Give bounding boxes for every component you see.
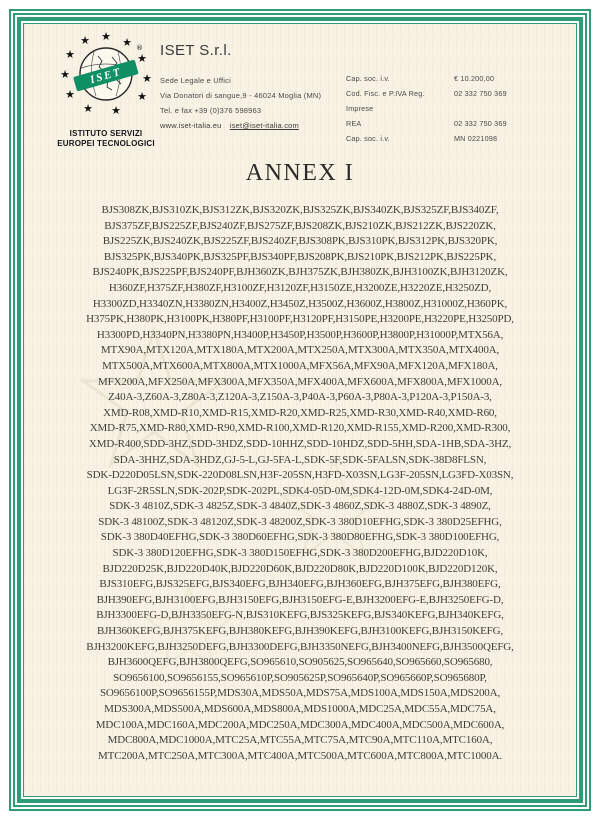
company-website-link[interactable]: www.iset-italia.eu [160, 121, 222, 130]
code-line: BJS240PK,BJS225PF,BJS240PF,BJH360ZK,BJH375ZK,BJH380ZK,BJH3100ZK,BJH3120ZK, [92, 266, 508, 279]
code-line: MTX90A,MTX120A,MTX180A,MTX200A,MTX250A,MTX300A,MTX350A,MTX400A, [100, 344, 500, 357]
svg-text:★: ★ [80, 34, 90, 47]
code-line: BJH390EFG,BJH3100EFG,BJH3150EFG,BJH3150EFG-E,BJH3200EFG-E,BJH3250EFG-D, [96, 593, 504, 606]
code-line: SO9656100,SO9656155,SO965610P,SO905625P,SO965640P,SO965660P,SO965680P, [113, 671, 487, 684]
registry-value: € 10.200,00 [454, 74, 495, 83]
logo-caption-line2: EUROPEI TECNOLOGICI [57, 139, 155, 148]
code-line: BJS375ZF,BJS225ZF,BJS240ZF,BJS275ZF,BJS208ZK,BJS210ZK,BJS212ZK,BJS220ZK, [104, 219, 496, 232]
code-line: XMD-R75,XMD-R80,XMD-R90,XMD-R100,XMD-R120,XMD-R155,XMD-R200,XMD-R300, [89, 422, 511, 435]
registry-value: 02 332 750 369 [454, 119, 507, 128]
code-line: SDK-3 4810Z,SDK-3 4825Z,SDK-3 4840Z,SDK-3 4860Z,SDK-3 4880Z,SDK-3 4890Z, [109, 500, 491, 513]
code-line: MDC100A,MDC160A,MDC200A,MDC250A,MDC300A,MDC400A,MDC500A,MDC600A, [95, 718, 505, 731]
code-line: SDK-3 380D40EFHG,SDK-3 380D60EFHG,SDK-3 380D80EFHG,SDK-3 380D100EFHG, [100, 531, 500, 544]
code-line: XMD-R400,SDD-3HZ,SDD-3HDZ,SDD-10HHZ,SDD-10HDZ,SDD-5HH,SDA-1HB,SDA-3HZ, [88, 437, 512, 450]
code-line: BJS325PK,BJS340PK,BJS325PF,BJS340PF,BJS208PK,BJS210PK,BJS212PK,BJS225PK, [103, 250, 497, 263]
border-frame-outer [9, 9, 591, 811]
code-line: BJS308ZK,BJS310ZK,BJS312ZK,BJS320ZK,BJS325ZK,BJS340ZK,BJS325ZF,BJS340ZF, [101, 204, 499, 216]
code-line: SDK-3 48100Z,SDK-3 48120Z,SDK-3 48200Z,SDK-3 380D10EFHG,SDK-3 380D25EFHG, [98, 515, 502, 528]
code-line: MTC200A,MTC250A,MTC300A,MTC400A,MTC500A,MTC600A,MTC800A,MTC1000A. [98, 749, 502, 762]
registry-row [346, 71, 556, 86]
code-line: BJS310EFG,BJS325EFG,BJS340EFG,BJH340EFG,BJH360EFG,BJH375EFG,BJH380EFG, [99, 578, 501, 591]
code-line: BJS225ZK,BJS240ZK,BJS225ZF,BJS240ZF,BJS308PK,BJS310PK,BJS312PK,BJS320PK, [102, 235, 498, 248]
product-code-list [24, 203, 576, 764]
code-line: SDA-3HHZ,SDA-3HDZ,GJ-5-L,GJ-5FA-L,SDK-5F,SDK-5FALSN,SDK-38D8FLSN, [113, 453, 487, 466]
code-line: BJD220D25K,BJD220D40K,BJD220D60K,BJD220D80K,BJD220D100K,BJD220D120K, [102, 562, 498, 575]
code-line: SO9656100P,SO9656155P,MDS30A,MDS50A,MDS75A,MDS100A,MDS150A,MDS200A, [99, 687, 501, 700]
code-line: LG3F-2R5SLN,SDK-202P,SDK-202PL,SDK4-05D-0M,SDK4-12D-0M,SDK4-24D-0M, [107, 484, 493, 497]
company-address: Via Donatori di sangue,9 - 46024 Moglia (MN) [160, 91, 322, 100]
code-line: MDS300A,MDS500A,MDS600A,MDS800A,MDS1000A,MDC25A,MDC55A,MDC75A, [104, 703, 496, 715]
border-frame-second [13, 13, 587, 807]
registry-row [346, 86, 556, 116]
code-line: H3300ZD,H3340ZN,H3380ZN,H3400Z,H3450Z,H3500Z,H3600Z,H3800Z,H31000Z,H360PK, [92, 297, 508, 310]
company-info-block [160, 42, 321, 133]
svg-text:★: ★ [137, 52, 147, 65]
code-line: SDK-D220D05LSN,SDK-220D08LSN,H3F-205SN,H3FD-X03SN,LG3F-205SN,LG3FD-X03SN, [86, 469, 514, 482]
registry-value: 02 332 750 369 [454, 89, 507, 98]
logo-caption-line1: ISTITUTO SERVIZI [69, 129, 143, 138]
code-line: MFX200A,MFX250A,MFX300A,MFX350A,MFX400A,MFX600A,MFX800A,MFX1000A, [97, 375, 503, 388]
company-email-link[interactable]: iset@iset-italia.com [229, 121, 299, 130]
svg-text:★: ★ [65, 48, 75, 61]
code-line: MDC800A,MDC1000A,MTC25A,MTC55A,MTC75A,MTC90A,MTC110A,MTC160A, [107, 734, 493, 747]
page-title: ANNEX I [245, 160, 355, 186]
code-line: BJH3300EFG-D,BJH3350EFG-N,BJS310KEFG,BJS325KEFG,BJS340KEFG,BJH340KEFG, [96, 609, 504, 622]
svg-text:★: ★ [122, 36, 132, 49]
code-line: H360ZF,H375ZF,H380ZF,H3100ZF,H3120ZF,H3150ZE,H3200ZE,H3220ZE,H3250ZD, [108, 281, 492, 294]
svg-text:★: ★ [137, 90, 147, 103]
registered-mark: ® [136, 44, 143, 52]
registry-label: REA [346, 119, 362, 128]
code-line: H375PK,H380PK,H3100PK,H380PF,H3100PF,H3120PF,H3150PE,H3200PE,H3220PE,H3250PD, [86, 313, 514, 326]
globe-logo-icon [54, 30, 158, 122]
page-background [23, 23, 577, 797]
code-line: XMD-R08,XMD-R10,XMD-R15,XMD-R20,XMD-R25,XMD-R30,XMD-R40,XMD-R60, [103, 406, 497, 419]
logo-caption [46, 129, 166, 149]
registry-row [346, 131, 556, 146]
svg-text:★: ★ [83, 102, 93, 115]
svg-text:★: ★ [142, 72, 152, 85]
code-line: Z40A-3,Z60A-3,Z80A-3,Z120A-3,Z150A-3,P40A-3,P60A-3,P80A-3,P120A-3,P150A-3, [108, 391, 492, 404]
svg-text:★: ★ [65, 88, 75, 101]
registry-label: Cap. soc. i.v. [346, 74, 390, 83]
code-line: SDK-3 380D120EFHG,SDK-3 380D150EFHG,SDK-3 380D200EFHG,BJD220D10K, [112, 547, 488, 560]
border-frame-thick [17, 17, 583, 803]
code-line: BJH360KEFG,BJH375KEFG,BJH380KEFG,BJH390KEFG,BJH3100KEFG,BJH3150KEFG, [96, 625, 504, 638]
code-line: BJH3600QEFG,BJH3800QEFG,SO965610,SO905625,SO965640,SO965660,SO965680, [107, 656, 493, 669]
svg-text:★: ★ [101, 30, 111, 43]
code-line: BJH3200KEFG,BJH3250DEFG,BJH3300DEFG,BJH3350NEFG,BJH3400NEFG,BJH3500QEFG, [86, 640, 514, 653]
registry-row [346, 116, 556, 131]
svg-text:ISET: ISET [88, 65, 124, 87]
company-phone: Tel. e fax +39 (0)376 598963 [160, 106, 262, 115]
code-line: H3300PD,H3340PN,H3380PN,H3400P,H3450P,H3500P,H3600P,H3800P,H31000P,MTX56A, [96, 328, 504, 341]
company-logo [46, 30, 166, 149]
registry-label: Cod. Fisc. e P.IVA Reg. Imprese [346, 89, 425, 113]
company-office-label: Sede Legale e Uffici [160, 76, 231, 85]
company-name: ISET S.r.l. [160, 42, 232, 59]
svg-text:★: ★ [111, 104, 121, 117]
svg-text:★: ★ [60, 68, 70, 81]
registry-value: MN 0221098 [454, 134, 498, 143]
code-line: MTX500A,MTX600A,MTX800A,MTX1000A,MFX56A,MFX90A,MFX120A,MFX180A, [102, 359, 498, 372]
registry-label: Cap. soc. i.v. [346, 134, 390, 143]
registry-info-block [346, 71, 556, 146]
